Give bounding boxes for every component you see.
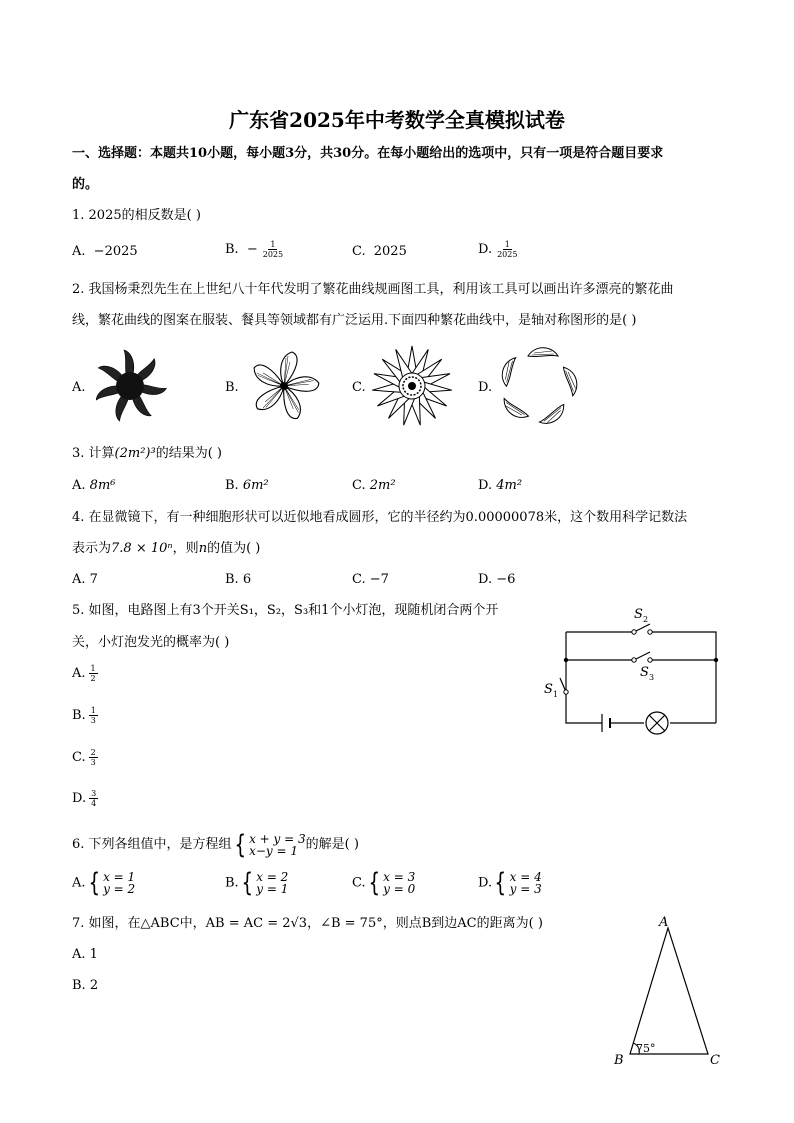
q6-stem-post: 的解是( ): [305, 837, 359, 852]
q6-option-d: [478, 870, 542, 896]
q2-d-label: D.: [478, 380, 493, 395]
q4-line2-mid: ，则: [172, 541, 199, 556]
q6-b-label: B.: [225, 875, 239, 891]
q6-a-y: y = 2: [103, 882, 136, 896]
q6-eq1: x + y = 3: [249, 831, 306, 846]
switch-s3-contact-icon: [648, 658, 652, 662]
q5-d-den: 4: [91, 799, 97, 808]
q2-figure-d-flower: [496, 342, 580, 430]
q4-a-label: A.: [72, 572, 86, 587]
switch-s2-contact-icon: [632, 630, 636, 634]
q1-option-b: [225, 240, 285, 259]
q6-c-x: x = 3: [383, 870, 416, 884]
q6-stem: [72, 830, 359, 860]
q3-stem-post: 的结果为( ): [155, 446, 222, 461]
q2-stem-line2: 线，繁花曲线的图案在服装、餐具等领域都有广泛运用.下面四种繁花曲线中，是轴对称图形的是( ): [72, 313, 637, 328]
q7-b-label: B.: [72, 978, 86, 993]
q5-c-fraction: [89, 748, 98, 767]
q6-a-x: x = 1: [103, 870, 136, 884]
q1-d-fraction: [495, 240, 519, 259]
q7-option-b: [72, 978, 98, 993]
q3-a-value: 8m⁶: [89, 478, 116, 493]
q5-c-label: C.: [72, 750, 86, 765]
q6-d-x: x = 4: [509, 870, 542, 884]
q1-d-label: D.: [478, 242, 493, 257]
q3-d-label: D.: [478, 478, 493, 493]
q3-stem: [72, 446, 222, 462]
q4-c-label: C.: [352, 572, 366, 587]
label-s2: S: [634, 607, 643, 622]
q6-equation-system: [232, 829, 306, 860]
q5-option-c: [72, 748, 98, 767]
angle-label: 75°: [636, 1042, 656, 1055]
q1-c-value: 2025: [373, 244, 407, 259]
q5-a-num: 1: [90, 664, 96, 673]
q1-b-num: 1: [270, 240, 276, 249]
q4-option-d: [478, 572, 515, 587]
q6-option-c: [352, 870, 415, 896]
junction-dot-left: [564, 658, 568, 662]
q6-c-label: C.: [352, 875, 366, 891]
q4-line2-expression: 7.8 × 10ⁿ: [111, 541, 173, 556]
page-title: 广东省2025年中考数学全真模拟试卷: [229, 108, 565, 132]
q3-a-label: A.: [72, 478, 86, 493]
brace-icon: {: [368, 868, 380, 898]
q5-option-b: [72, 706, 98, 725]
q1-option-d: [478, 240, 519, 259]
q1-b-label: B.: [225, 242, 239, 257]
q2-b-label: B.: [225, 380, 239, 395]
q5-a-fraction: [89, 664, 98, 683]
q5-stem-line2: 关，小灯泡发光的概率为( ): [72, 635, 230, 650]
q5-d-fraction: [89, 789, 98, 808]
q3-option-d: [478, 478, 522, 493]
switch-s1-contact-icon: [564, 690, 568, 694]
q5-a-den: 2: [90, 674, 96, 683]
q4-a-value: 7: [89, 572, 98, 587]
q4-option-a: [72, 572, 98, 587]
q5-option-d: [72, 789, 98, 808]
q6-b-y: y = 1: [256, 882, 289, 896]
q5-d-label: D.: [72, 791, 87, 806]
q2-figure-a-flower: [92, 348, 168, 424]
q2-stem-line1: 2. 我国杨秉烈先生在上世纪八十年代发明了繁花曲线规画图工具，利用该工具可以画出许多漂亮的繁花曲: [72, 282, 674, 297]
q6-c-y: y = 0: [383, 882, 416, 896]
q2-figure-b-flower: [246, 348, 322, 424]
q1-d-num: 1: [504, 240, 510, 249]
q7-option-a: [72, 947, 98, 962]
q5-b-label: B.: [72, 708, 86, 723]
q4-c-value: −7: [369, 572, 389, 587]
label-s1: S: [544, 682, 553, 697]
q1-a-label: A.: [72, 244, 86, 259]
q4-line2-pre: 表示为: [72, 541, 112, 556]
q4-line2-post: 的值为( ): [207, 541, 261, 556]
q5-a-label: A.: [72, 666, 86, 681]
q4-d-value: −6: [496, 572, 516, 587]
q3-b-value: 6m²: [242, 478, 269, 493]
label-s3-sub: 3: [649, 673, 655, 682]
q3-c-value: 2m²: [369, 478, 396, 493]
q4-line2-variable: n: [198, 541, 208, 556]
q3-stem-pre: 3. 计算: [72, 446, 115, 461]
q5-circuit-diagram: [540, 600, 730, 735]
q6-option-b: [225, 870, 288, 896]
q3-c-label: C.: [352, 478, 366, 493]
circuit-wire-bottom-left: [566, 692, 602, 723]
q1-b-fraction: [261, 240, 285, 259]
q1-b-den: 2025: [262, 250, 284, 259]
switch-s3-contact-icon: [632, 658, 636, 662]
junction-dot-right: [714, 658, 718, 662]
q6-eq2: x−y = 1: [249, 843, 299, 858]
q6-option-a: [72, 870, 135, 896]
q5-option-a: [72, 664, 98, 683]
q7-a-value: 1: [89, 947, 98, 962]
switch-s2-contact-icon: [648, 630, 652, 634]
q1-a-value: −2025: [93, 244, 138, 259]
q1-stem: 1. 2025的相反数是( ): [72, 208, 201, 223]
q4-option-b: [225, 572, 251, 587]
q3-b-label: B.: [225, 478, 239, 493]
q7-stem: 7. 如图，在△ABC中，AB = AC = 2√3，∠B = 75°，则点B到边AC的距离为( ): [72, 916, 543, 931]
q3-option-b: [225, 478, 269, 493]
q3-option-a: [72, 478, 115, 493]
q4-b-value: 6: [242, 572, 252, 587]
q2-a-label: A.: [72, 380, 86, 395]
brace-icon: {: [241, 868, 253, 898]
vertex-label-c: C: [710, 1053, 720, 1068]
q6-d-y: y = 3: [509, 882, 542, 896]
q4-b-label: B.: [225, 572, 239, 587]
q4-d-label: D.: [478, 572, 493, 587]
q1-option-a: [72, 244, 138, 259]
circuit-wire-top-right: [650, 632, 716, 723]
q4-stem-line2: [72, 541, 260, 557]
q5-stem-line1: 5. 如图，电路图上有3个开关S₁，S₂，S₃和1个小灯泡，现随机闭合两个开: [72, 603, 499, 618]
q1-c-label: C.: [352, 244, 366, 259]
q1-d-den: 2025: [497, 250, 518, 259]
q4-option-c: [352, 572, 389, 587]
q7-a-label: A.: [72, 947, 86, 962]
label-s1-sub: 1: [553, 690, 559, 699]
label-s3: S: [640, 665, 649, 680]
q6-stem-pre: 6. 下列各组值中，是方程组: [72, 837, 232, 852]
brace-icon: {: [234, 829, 246, 860]
q6-a-label: A.: [72, 875, 86, 891]
q4-stem-line1: 4. 在显微镜下，有一种细胞形状可以近似地看成圆形，它的半径约为0.00000078米，这个数用科学记数法: [72, 510, 688, 525]
label-s2-sub: 2: [643, 615, 649, 624]
q5-c-den: 3: [90, 758, 96, 767]
q5-b-num: 1: [90, 706, 96, 715]
q5-b-fraction: [89, 706, 98, 725]
vertex-label-b: B: [614, 1053, 624, 1068]
q6-d-label: D.: [478, 875, 493, 891]
brace-icon: {: [88, 868, 100, 898]
q6-b-x: x = 2: [256, 870, 289, 884]
q2-c-label: C.: [352, 380, 366, 395]
q3-option-c: [352, 478, 396, 493]
brace-icon: {: [494, 868, 507, 898]
q7-triangle-diagram: [606, 912, 730, 1072]
vertex-label-a: A: [659, 915, 669, 930]
q1-option-c: [352, 244, 407, 259]
section-heading-line2: 的。: [72, 177, 99, 192]
q5-b-den: 3: [90, 716, 96, 725]
q1-b-sign: −: [246, 242, 258, 257]
q2-figure-c-flower: [370, 344, 454, 428]
q5-c-num: 2: [90, 748, 96, 757]
q5-d-num: 3: [91, 789, 97, 798]
triangle-abc: [630, 928, 708, 1054]
q3-d-value: 4m²: [496, 478, 523, 493]
q3-stem-expression: (2m²)³: [114, 446, 156, 461]
section-heading-line1: 一、选择题：本题共10小题，每小题3分，共30分。在每小题给出的选项中，只有一项是符合题目要求: [72, 146, 664, 161]
q7-b-value: 2: [89, 978, 99, 993]
lamp-cross: [649, 715, 665, 731]
